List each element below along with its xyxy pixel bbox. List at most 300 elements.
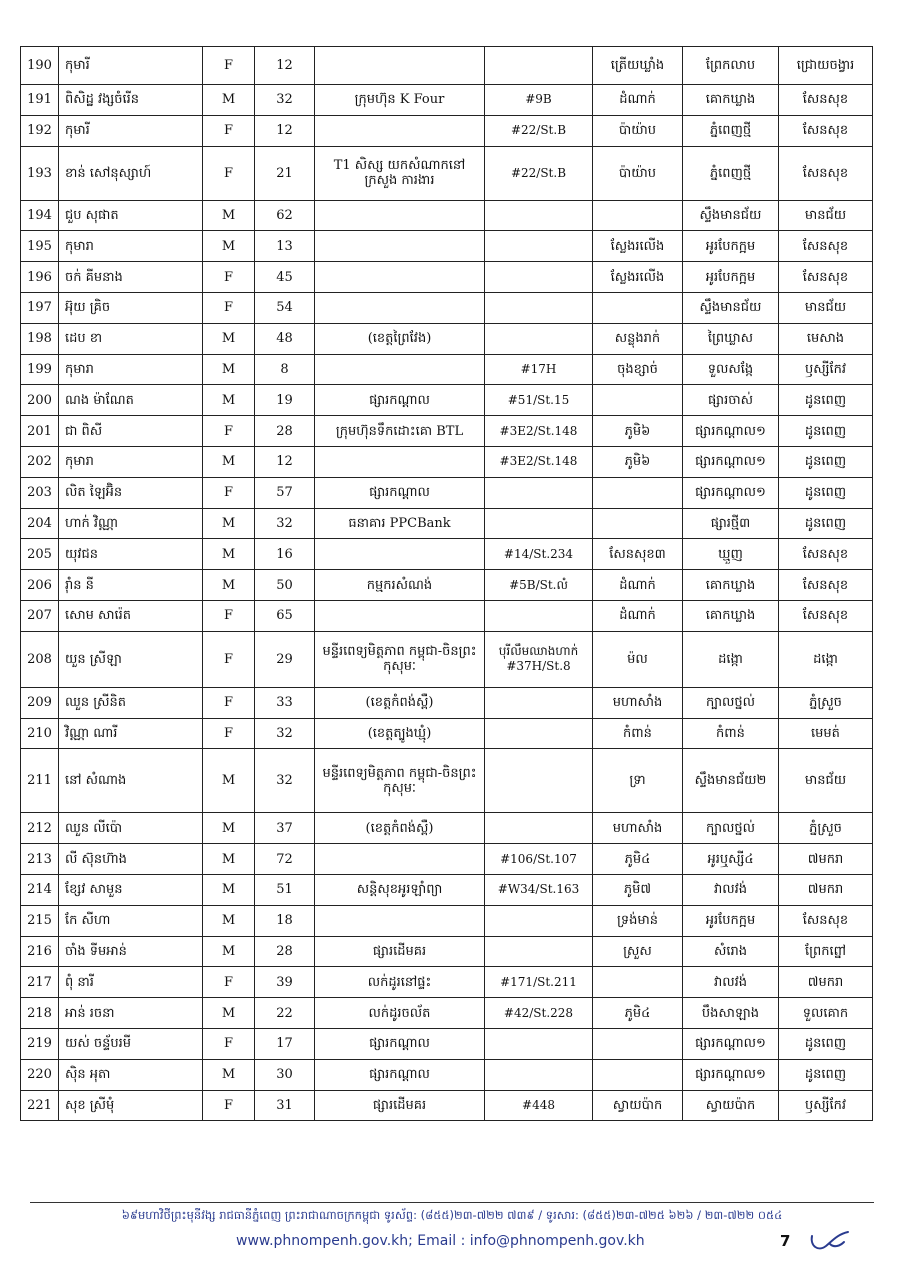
cell-house: #W34/St.163 (485, 874, 593, 905)
cell-no: 220 (21, 1059, 59, 1090)
cell-house (485, 200, 593, 231)
cell-village (593, 292, 683, 323)
table-body (21, 47, 873, 1121)
table-row (21, 292, 873, 323)
cell-age: 62 (255, 200, 315, 231)
cell-house: បុរីលឹមឈាងហាក់ #37H/St.8 (485, 631, 593, 687)
cell-commune: ផ្សារកណ្តាល១ (683, 1028, 779, 1059)
cell-no: 200 (21, 385, 59, 416)
cell-house (485, 292, 593, 323)
cell-village: សែនសុខ៣ (593, 539, 683, 570)
cell-village: ប៉ាយ៉ាប (593, 115, 683, 146)
table-row (21, 47, 873, 85)
cell-workplace: មន្ទីរពេទ្យមិត្តភាព កម្ពុជា-ចិនព្រះកុសុមៈ (315, 749, 485, 813)
cell-name: ហាក់ វិណ្ណា (59, 508, 203, 539)
cell-age: 30 (255, 1059, 315, 1090)
cell-sex: F (203, 115, 255, 146)
cell-district: ឫស្សីកែវ (779, 354, 873, 385)
cell-village: កំពាន់ (593, 718, 683, 749)
cell-age: 29 (255, 631, 315, 687)
cell-workplace: លក់ដូរនៅផ្ទះ (315, 967, 485, 998)
table-row (21, 813, 873, 844)
cell-no: 217 (21, 967, 59, 998)
cell-workplace: ធនាគារ PPCBank (315, 508, 485, 539)
cell-no: 210 (21, 718, 59, 749)
cell-village: មហាសាំង (593, 813, 683, 844)
cell-workplace (315, 47, 485, 85)
cell-sex: M (203, 323, 255, 354)
cell-village (593, 385, 683, 416)
cell-age: 28 (255, 936, 315, 967)
cell-village: ភូមិ៦ (593, 446, 683, 477)
cell-district: ភ្នំស្រួច (779, 813, 873, 844)
cell-name: សោម សារ៉េត (59, 600, 203, 631)
cell-village: ស្រួស (593, 936, 683, 967)
cell-commune: ផ្សារកណ្តាល១ (683, 477, 779, 508)
cell-village: ដំណាក់ (593, 570, 683, 601)
cell-district: សែនសុខ (779, 146, 873, 200)
cell-age: 37 (255, 813, 315, 844)
cell-commune: សំរោង (683, 936, 779, 967)
cell-house: #106/St.107 (485, 844, 593, 875)
table-row (21, 115, 873, 146)
cell-workplace: សន្តិសុខអូរឡាំព្យា (315, 874, 485, 905)
cell-workplace (315, 292, 485, 323)
cell-commune: គោកឃ្លាង (683, 85, 779, 116)
cell-name: អ៊ុយ គ្រិច (59, 292, 203, 323)
cell-house: #22/St.B (485, 115, 593, 146)
table-row (21, 905, 873, 936)
cell-age: 57 (255, 477, 315, 508)
cell-house (485, 47, 593, 85)
cell-name: យុវជន (59, 539, 203, 570)
cell-district: សែនសុខ (779, 262, 873, 293)
cell-no: 193 (21, 146, 59, 200)
cell-age: 31 (255, 1090, 315, 1121)
cell-commune: ស្ទឹងមានជ័យ២ (683, 749, 779, 813)
cell-name: ជា ពិសី (59, 416, 203, 447)
cell-no: 204 (21, 508, 59, 539)
cell-no: 194 (21, 200, 59, 231)
cell-workplace (315, 354, 485, 385)
cell-sex: M (203, 570, 255, 601)
cell-age: 22 (255, 998, 315, 1029)
cell-commune: គោកឃ្លាង (683, 570, 779, 601)
cell-sex: F (203, 718, 255, 749)
cell-house: #3E2/St.148 (485, 416, 593, 447)
cell-sex: M (203, 813, 255, 844)
cell-name: នៅ សំណាង (59, 749, 203, 813)
cell-house (485, 718, 593, 749)
cell-age: 54 (255, 292, 315, 323)
cell-house: #171/St.211 (485, 967, 593, 998)
cell-no: 196 (21, 262, 59, 293)
cell-district: ៧មករា (779, 967, 873, 998)
cell-commune: ស្ទឹងមានជ័យ (683, 200, 779, 231)
cell-commune: ដង្កោ (683, 631, 779, 687)
cell-workplace: មន្ទីរពេទ្យមិត្តភាព កម្ពុជា-ចិនព្រះកុសុមៈ (315, 631, 485, 687)
cell-village (593, 477, 683, 508)
cell-commune: ទួលសង្កែ (683, 354, 779, 385)
cell-workplace: (ខេត្តត្បូងឃ្មុំ) (315, 718, 485, 749)
cell-village: ដំណាក់ (593, 600, 683, 631)
patient-table (20, 46, 873, 1121)
table-row (21, 354, 873, 385)
cell-house (485, 323, 593, 354)
cell-village (593, 200, 683, 231)
cell-district: សែនសុខ (779, 905, 873, 936)
cell-age: 13 (255, 231, 315, 262)
cell-age: 33 (255, 687, 315, 718)
cell-village: មហាសាំង (593, 687, 683, 718)
table-row (21, 385, 873, 416)
cell-village: ទ្រា (593, 749, 683, 813)
cell-district: សែនសុខ (779, 231, 873, 262)
cell-house (485, 508, 593, 539)
cell-sex: M (203, 844, 255, 875)
cell-sex: F (203, 1090, 255, 1121)
cell-sex: M (203, 446, 255, 477)
cell-sex: F (203, 631, 255, 687)
cell-no: 214 (21, 874, 59, 905)
cell-name: កុមារា (59, 231, 203, 262)
cell-name: ឈួន ស្រីនិត (59, 687, 203, 718)
cell-village: ភូមិ៦ (593, 416, 683, 447)
cell-village (593, 1059, 683, 1090)
footer-rule (30, 1202, 874, 1203)
cell-name: លិត ឡៃអ៊ិន (59, 477, 203, 508)
cell-commune: វាលវង់ (683, 967, 779, 998)
cell-district: ដង្កោ (779, 631, 873, 687)
cell-commune: អូរឬស្សី៤ (683, 844, 779, 875)
cell-no: 215 (21, 905, 59, 936)
cell-district: ឫស្សីកែវ (779, 1090, 873, 1121)
cell-district: មានជ័យ (779, 200, 873, 231)
cell-commune: ក្បាលថ្នល់ (683, 687, 779, 718)
cell-workplace: កម្មករសំណង់ (315, 570, 485, 601)
table-row (21, 749, 873, 813)
cell-village: សន្លុងរាក់ (593, 323, 683, 354)
cell-no: 216 (21, 936, 59, 967)
cell-district: ដូនពេញ (779, 416, 873, 447)
cell-name: កុមារី (59, 115, 203, 146)
cell-name: ឈួន លីប៉ោ (59, 813, 203, 844)
cell-district: ៧មករា (779, 844, 873, 875)
cell-sex: M (203, 1059, 255, 1090)
cell-age: 45 (255, 262, 315, 293)
cell-no: 198 (21, 323, 59, 354)
cell-age: 48 (255, 323, 315, 354)
cell-no: 219 (21, 1028, 59, 1059)
cell-sex: F (203, 600, 255, 631)
cell-commune: គោកឃ្លាង (683, 600, 779, 631)
table-row (21, 231, 873, 262)
cell-workplace (315, 446, 485, 477)
cell-district: មេសាង (779, 323, 873, 354)
cell-house: #448 (485, 1090, 593, 1121)
cell-house: #5B/St.លំ (485, 570, 593, 601)
cell-name: ស៊ិន អុតា (59, 1059, 203, 1090)
table-row (21, 1090, 873, 1121)
cell-sex: F (203, 292, 255, 323)
cell-name: កុមារី (59, 47, 203, 85)
cell-village: ស្លែងរលើង (593, 231, 683, 262)
cell-no: 203 (21, 477, 59, 508)
cell-workplace (315, 262, 485, 293)
cell-name: កុមារា (59, 446, 203, 477)
cell-district: ជ្រោយចង្វារ (779, 47, 873, 85)
cell-house: #51/St.15 (485, 385, 593, 416)
cell-name: សុខ ស្រីមុំ (59, 1090, 203, 1121)
footer-contact: www.phnompenh.gov.kh; Email : info@phnompenh.gov.kh (236, 1233, 645, 1249)
cell-house: #22/St.B (485, 146, 593, 200)
cell-name: ខ្សែវ សាមួន (59, 874, 203, 905)
cell-sex: M (203, 354, 255, 385)
cell-sex: M (203, 936, 255, 967)
cell-house: #42/St.228 (485, 998, 593, 1029)
table-row (21, 539, 873, 570)
cell-house: #3E2/St.148 (485, 446, 593, 477)
cell-house: #14/St.234 (485, 539, 593, 570)
cell-workplace (315, 200, 485, 231)
cell-sex: M (203, 385, 255, 416)
cell-no: 201 (21, 416, 59, 447)
cell-no: 209 (21, 687, 59, 718)
table-row (21, 936, 873, 967)
table-row (21, 146, 873, 200)
cell-sex: M (203, 508, 255, 539)
cell-name: វិណ្ណា ណារី (59, 718, 203, 749)
table-row (21, 600, 873, 631)
cell-district: ដូនពេញ (779, 508, 873, 539)
cell-no: 190 (21, 47, 59, 85)
cell-workplace: ក្រុមហ៊ុនទឹកដោះគោ BTL (315, 416, 485, 447)
cell-name: កែ សីហា (59, 905, 203, 936)
cell-age: 32 (255, 718, 315, 749)
cell-name: លី ស៊ុនហ៊ាង (59, 844, 203, 875)
cell-name: ចក់ គីមនាង (59, 262, 203, 293)
cell-house (485, 1059, 593, 1090)
cell-age: 65 (255, 600, 315, 631)
cell-name: រ៉ាំន នី (59, 570, 203, 601)
table-row (21, 200, 873, 231)
cell-village: ទ្រង់មាន់ (593, 905, 683, 936)
cell-workplace: ផ្សារដើមគរ (315, 936, 485, 967)
cell-age: 12 (255, 115, 315, 146)
cell-house (485, 477, 593, 508)
signature-mark-icon (808, 1226, 852, 1254)
cell-no: 221 (21, 1090, 59, 1121)
cell-name: ខាន់ សៅនុស្សាហ៍ (59, 146, 203, 200)
cell-workplace: ផ្សារកណ្តាល (315, 385, 485, 416)
table-row (21, 85, 873, 116)
cell-house (485, 813, 593, 844)
cell-no: 205 (21, 539, 59, 570)
cell-district: ដូនពេញ (779, 385, 873, 416)
cell-sex: F (203, 262, 255, 293)
cell-commune: ស្ទឹងមានជ័យ (683, 292, 779, 323)
cell-house (485, 262, 593, 293)
cell-age: 19 (255, 385, 315, 416)
cell-sex: F (203, 687, 255, 718)
cell-commune: ផ្សារចាស់ (683, 385, 779, 416)
cell-district: ៧មករា (779, 874, 873, 905)
cell-name: ពុំ នារី (59, 967, 203, 998)
cell-village (593, 967, 683, 998)
cell-district: សែនសុខ (779, 85, 873, 116)
cell-sex: F (203, 477, 255, 508)
cell-house: #17H (485, 354, 593, 385)
cell-commune: ផ្សារកណ្តាល១ (683, 1059, 779, 1090)
cell-house: #9B (485, 85, 593, 116)
cell-house (485, 1028, 593, 1059)
table-row (21, 416, 873, 447)
cell-workplace: ក្រុមហ៊ុន K Four (315, 85, 485, 116)
table-row (21, 323, 873, 354)
cell-name: យួន ស្រីឡា (59, 631, 203, 687)
cell-sex: M (203, 200, 255, 231)
cell-workplace: (ខេត្តកំពង់ស្ពឺ) (315, 813, 485, 844)
cell-district: ព្រែកព្នៅ (779, 936, 873, 967)
cell-house (485, 231, 593, 262)
cell-district: ទួលគោក (779, 998, 873, 1029)
cell-age: 32 (255, 749, 315, 813)
cell-sex: F (203, 416, 255, 447)
cell-district: មានជ័យ (779, 292, 873, 323)
cell-commune: បឹងសាឡាង (683, 998, 779, 1029)
table-row (21, 631, 873, 687)
cell-sex: M (203, 874, 255, 905)
cell-workplace (315, 905, 485, 936)
cell-sex: F (203, 47, 255, 85)
cell-age: 32 (255, 85, 315, 116)
cell-commune: ភ្នំពេញថ្មី (683, 146, 779, 200)
cell-name: ពិសិដ្ឋ វង្សចំរើន (59, 85, 203, 116)
cell-sex: F (203, 967, 255, 998)
cell-workplace: ផ្សារកណ្តាល (315, 1028, 485, 1059)
cell-no: 197 (21, 292, 59, 323)
cell-no: 199 (21, 354, 59, 385)
table-row (21, 477, 873, 508)
table-row (21, 874, 873, 905)
cell-district: ដូនពេញ (779, 1059, 873, 1090)
cell-no: 206 (21, 570, 59, 601)
cell-workplace (315, 115, 485, 146)
cell-workplace (315, 600, 485, 631)
cell-house (485, 749, 593, 813)
cell-district: សែនសុខ (779, 539, 873, 570)
cell-age: 17 (255, 1028, 315, 1059)
cell-workplace (315, 231, 485, 262)
cell-district: សែនសុខ (779, 600, 873, 631)
cell-village (593, 1028, 683, 1059)
cell-no: 208 (21, 631, 59, 687)
cell-no: 211 (21, 749, 59, 813)
cell-commune: អូរបែកក្អម (683, 905, 779, 936)
cell-name: ណង ម៉ាណែត (59, 385, 203, 416)
cell-no: 191 (21, 85, 59, 116)
cell-district: ដូនពេញ (779, 1028, 873, 1059)
cell-house (485, 905, 593, 936)
cell-no: 207 (21, 600, 59, 631)
cell-age: 12 (255, 47, 315, 85)
table-row (21, 1059, 873, 1090)
cell-district: ភ្នំស្រួច (779, 687, 873, 718)
table-row (21, 687, 873, 718)
cell-no: 192 (21, 115, 59, 146)
cell-house (485, 936, 593, 967)
cell-age: 8 (255, 354, 315, 385)
cell-age: 39 (255, 967, 315, 998)
cell-no: 195 (21, 231, 59, 262)
cell-village: ភូមិ៧ (593, 874, 683, 905)
cell-sex: F (203, 146, 255, 200)
cell-workplace: ផ្សារកណ្តាល (315, 1059, 485, 1090)
cell-village: ស្លែងរលើង (593, 262, 683, 293)
table-row (21, 844, 873, 875)
cell-age: 51 (255, 874, 315, 905)
cell-name: កុមារា (59, 354, 203, 385)
cell-age: 16 (255, 539, 315, 570)
cell-commune: ផ្សារកណ្តាល១ (683, 446, 779, 477)
cell-commune: អូរបែកក្អម (683, 262, 779, 293)
cell-workplace: ផ្សារកណ្តាល (315, 477, 485, 508)
cell-age: 28 (255, 416, 315, 447)
cell-workplace (315, 539, 485, 570)
cell-district: សែនសុខ (779, 115, 873, 146)
cell-house (485, 600, 593, 631)
table-row (21, 718, 873, 749)
cell-name: ដេប ខា (59, 323, 203, 354)
cell-village: ភូមិ៤ (593, 844, 683, 875)
cell-age: 12 (255, 446, 315, 477)
cell-district: មានជ័យ (779, 749, 873, 813)
table-row (21, 446, 873, 477)
cell-commune: កំពាន់ (683, 718, 779, 749)
cell-no: 213 (21, 844, 59, 875)
cell-village: ភូមិ៤ (593, 998, 683, 1029)
cell-age: 21 (255, 146, 315, 200)
cell-commune: វាលវង់ (683, 874, 779, 905)
cell-sex: F (203, 1028, 255, 1059)
cell-sex: M (203, 231, 255, 262)
cell-village: ប៉ាយ៉ាប (593, 146, 683, 200)
cell-name: ជួប សុផាត (59, 200, 203, 231)
cell-commune: ផ្សារថ្មី៣ (683, 508, 779, 539)
cell-workplace: (ខេត្តកំពង់ស្ពឺ) (315, 687, 485, 718)
cell-no: 212 (21, 813, 59, 844)
cell-village: ម៉ល (593, 631, 683, 687)
cell-age: 32 (255, 508, 315, 539)
cell-name: ចាំង ទីមអាន់ (59, 936, 203, 967)
cell-village: ចុងខ្សាច់ (593, 354, 683, 385)
cell-workplace: លក់ដូរចល័ត (315, 998, 485, 1029)
cell-sex: M (203, 749, 255, 813)
cell-workplace (315, 844, 485, 875)
table-row (21, 998, 873, 1029)
cell-commune: ស្វាយប៉ាក (683, 1090, 779, 1121)
cell-age: 72 (255, 844, 315, 875)
table-row (21, 967, 873, 998)
cell-commune: ព្រៃឃ្លាស (683, 323, 779, 354)
cell-sex: M (203, 85, 255, 116)
cell-commune: ព្រែកលាប (683, 47, 779, 85)
cell-sex: M (203, 905, 255, 936)
cell-commune: ភ្នំពេញថ្មី (683, 115, 779, 146)
cell-district: ដូនពេញ (779, 477, 873, 508)
cell-village (593, 508, 683, 539)
cell-district: សែនសុខ (779, 570, 873, 601)
